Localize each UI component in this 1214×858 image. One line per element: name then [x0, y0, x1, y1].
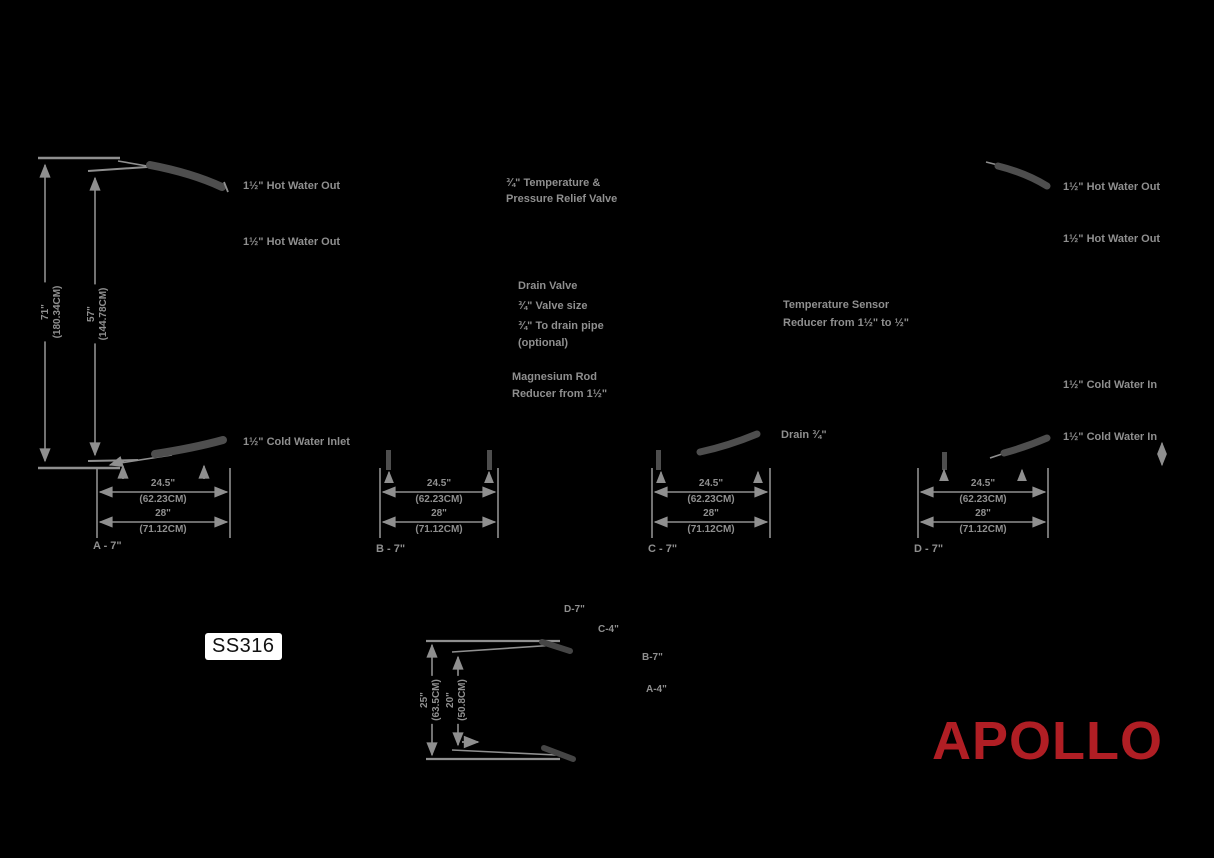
- section-label-a: A - 7": [93, 540, 122, 552]
- outer-height-inches: 71": [40, 304, 51, 320]
- inner-height-inches: 57": [86, 306, 97, 322]
- right-tank-pipes: [986, 162, 1162, 465]
- base-outer-width-inches: 28": [975, 508, 991, 519]
- side-view-callout-c: C-4": [598, 624, 619, 635]
- apollo-logo: APOLLO: [932, 711, 1163, 771]
- base-outer-width-cm: (71.12CM): [415, 524, 463, 535]
- hot-water-out-mid-left-label: 1½" Hot Water Out: [243, 236, 341, 248]
- cold-water-in-top-right-label: 1½" Cold Water In: [1063, 379, 1158, 391]
- cold-water-inlet-left-label: 1½" Cold Water Inlet: [243, 436, 350, 448]
- section-label-c: C - 7": [648, 543, 678, 555]
- base-inner-width-cm: (62.23CM): [139, 494, 187, 505]
- side-view-outer-cm: (63.5CM): [431, 679, 442, 721]
- tp-relief-valve-label-line1: ¾" Temperature &: [506, 177, 601, 189]
- base-outer-width-cm: (71.12CM): [687, 524, 735, 535]
- inner-height-dimension: [84, 285, 112, 344]
- hot-water-out-top-left-label: 1½" Hot Water Out: [243, 180, 341, 192]
- base-inner-width-inches: 24.5": [970, 478, 996, 489]
- base-outer-width-inches: 28": [155, 508, 171, 519]
- base-inner-width-cm: (62.23CM): [687, 494, 735, 505]
- temperature-sensor-label-line1: Temperature Sensor: [783, 299, 890, 311]
- side-view-inner-inches: 20": [445, 692, 456, 708]
- hot-water-out-mid-right-label: 1½" Hot Water Out: [1063, 233, 1161, 245]
- left-tank-pipes: [110, 161, 228, 465]
- drain-valve-optional-label: (optional): [518, 337, 569, 349]
- side-view-callout-b: B-7": [642, 652, 663, 663]
- base-inner-width-inches: 24.5": [698, 478, 724, 489]
- drain-valve-title: Drain Valve: [518, 280, 578, 292]
- magnesium-rod-label-line2: Reducer from 1½": [512, 388, 608, 400]
- tp-relief-valve-label-line2: Pressure Relief Valve: [506, 193, 618, 205]
- side-view-inner-cm: (50.8CM): [457, 679, 468, 721]
- side-view-callout-a: A-4": [646, 684, 667, 695]
- temperature-sensor-label-line2: Reducer from 1½" to ½": [783, 317, 909, 329]
- outer-height-dimension: [38, 283, 66, 342]
- hot-water-out-top-right-label: 1½" Hot Water Out: [1063, 181, 1161, 193]
- base-outer-width-cm: (71.12CM): [139, 524, 187, 535]
- drain-size-label: Drain ¾": [781, 429, 827, 441]
- side-view-callout-d: D-7": [564, 604, 585, 615]
- material-badge: SS316: [205, 633, 282, 660]
- base-outer-width-inches: 28": [703, 508, 719, 519]
- section-label-d: D - 7": [914, 543, 944, 555]
- drain-valve-size-label: ¾" Valve size: [518, 300, 588, 312]
- side-view-outer-inches: 25": [419, 692, 430, 708]
- drain-valve-pipe-label: ¾" To drain pipe: [518, 320, 604, 332]
- inner-height-cm: (144.78CM): [98, 287, 109, 341]
- base-outer-width-cm: (71.12CM): [959, 524, 1007, 535]
- base-inner-width-inches: 24.5": [150, 478, 176, 489]
- base-inner-width-cm: (62.23CM): [959, 494, 1007, 505]
- cold-water-in-bottom-right-label: 1½" Cold Water In: [1063, 431, 1158, 443]
- base-inner-width-cm: (62.23CM): [415, 494, 463, 505]
- outer-height-cm: (180.34CM): [52, 285, 63, 339]
- side-view-inner-dimension: [443, 676, 471, 724]
- section-label-b: B - 7": [376, 543, 406, 555]
- base-inner-width-inches: 24.5": [426, 478, 452, 489]
- side-view-outer-dimension: [417, 676, 445, 724]
- base-outer-width-inches: 28": [431, 508, 447, 519]
- magnesium-rod-label-line1: Magnesium Rod: [512, 371, 597, 383]
